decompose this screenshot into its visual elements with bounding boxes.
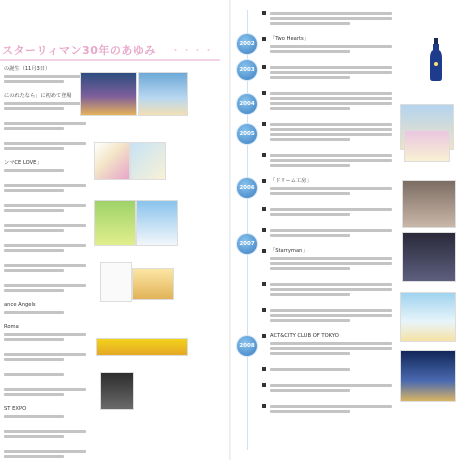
text-line	[270, 102, 392, 105]
left-entry	[4, 160, 90, 174]
left-entry	[4, 448, 90, 460]
photo-train	[96, 338, 188, 356]
left-entry-text: ンマCE LOVE」	[4, 160, 42, 166]
photo-wall-art	[132, 268, 174, 300]
right-entry	[270, 248, 398, 272]
text-line	[270, 229, 392, 232]
entry-bullet	[262, 153, 266, 157]
text-line	[4, 249, 64, 252]
text-line	[4, 393, 64, 396]
text-line	[270, 45, 392, 48]
right-entry-text: 「Two Hearts」	[270, 36, 309, 42]
photo-document	[100, 262, 132, 302]
photo-cd-cover-right	[130, 142, 166, 180]
text-line	[4, 455, 64, 458]
text-line	[4, 430, 86, 433]
text-line	[270, 154, 392, 157]
right-entry	[270, 281, 398, 298]
text-line	[4, 264, 86, 267]
text-line	[270, 288, 392, 291]
photo-illustration-frame	[138, 72, 188, 116]
left-entry-text: にのれたなら」に初めて登場	[4, 93, 72, 99]
right-entry	[270, 178, 398, 197]
entry-bullet	[262, 308, 266, 312]
right-entry	[270, 382, 398, 394]
left-entry-text: ST EXPO	[4, 406, 27, 412]
photo-night-scene	[80, 72, 137, 116]
entry-bullet	[262, 228, 266, 232]
left-entry	[4, 428, 90, 440]
right-entry-text: ACT&CITY CLUB OF TOKYO	[270, 333, 339, 339]
text-line	[4, 209, 64, 212]
right-entry	[270, 64, 398, 81]
right-entry	[270, 10, 398, 27]
text-line	[270, 76, 350, 79]
timeline-title-bar	[0, 40, 220, 60]
text-line	[270, 92, 392, 95]
text-line	[270, 389, 350, 392]
photo-blue-poster	[136, 200, 178, 246]
text-line	[4, 169, 64, 172]
left-entry-text: の誕生（11月3日）	[4, 66, 51, 72]
right-entry	[270, 152, 398, 169]
right-entry	[270, 90, 398, 112]
photo-cd-cover-left	[94, 142, 130, 180]
entry-bullet	[262, 367, 266, 371]
entry-bullet	[262, 122, 266, 126]
text-line	[4, 284, 86, 287]
text-line	[4, 289, 64, 292]
text-line	[270, 283, 392, 286]
left-entry	[4, 66, 90, 85]
text-line	[4, 229, 64, 232]
title-underline	[0, 59, 220, 61]
left-entry	[4, 222, 90, 234]
text-line	[270, 164, 350, 167]
text-line	[270, 128, 392, 131]
left-entry	[4, 324, 90, 343]
text-line	[4, 373, 64, 376]
text-line	[4, 75, 86, 78]
left-entry-text: Roma	[4, 324, 19, 330]
entry-bullet	[262, 91, 266, 95]
text-line	[4, 358, 64, 361]
text-line	[270, 133, 392, 136]
text-line	[270, 138, 350, 141]
text-line	[270, 66, 392, 69]
text-line	[270, 107, 350, 110]
text-line	[270, 293, 350, 296]
year-badge: 2002	[237, 34, 257, 54]
year-badge: 2006	[237, 178, 257, 198]
text-line	[4, 450, 86, 453]
text-line	[270, 22, 350, 25]
text-line	[4, 353, 86, 356]
left-entry-text: ance Angels	[4, 302, 36, 308]
left-entry	[4, 302, 90, 316]
left-entry	[4, 262, 90, 274]
text-line	[4, 142, 86, 145]
entry-bullet	[262, 11, 266, 15]
right-entry	[270, 307, 398, 324]
text-line	[270, 352, 350, 355]
right-entry	[270, 366, 398, 373]
left-entry	[4, 202, 90, 214]
text-line	[270, 257, 392, 260]
text-line	[270, 267, 350, 270]
text-line	[270, 17, 392, 20]
entry-bullet	[262, 37, 266, 41]
text-line	[270, 159, 392, 162]
right-entry	[270, 36, 398, 55]
right-entry	[270, 227, 398, 239]
text-line	[270, 192, 350, 195]
photo-green-poster	[94, 200, 136, 246]
text-line	[4, 244, 86, 247]
text-line	[270, 71, 392, 74]
left-entry	[4, 182, 90, 194]
right-entry	[270, 333, 398, 357]
text-line	[4, 122, 86, 125]
text-line	[4, 435, 64, 438]
text-line	[270, 187, 392, 190]
text-line	[4, 338, 64, 341]
text-line	[270, 50, 350, 53]
year-badge: 2005	[237, 124, 257, 144]
left-entry	[4, 371, 90, 378]
text-line	[270, 97, 392, 100]
left-entry	[4, 282, 90, 294]
text-line	[270, 342, 392, 345]
year-badge: 2007	[237, 234, 257, 254]
photo-event-people	[402, 180, 456, 228]
title-dots: ・・・・	[170, 44, 214, 57]
entry-bullet	[262, 383, 266, 387]
entry-bullet	[262, 334, 266, 338]
text-line	[270, 262, 392, 265]
entry-bullet	[262, 282, 266, 286]
text-line	[270, 384, 392, 387]
left-entry	[4, 242, 90, 254]
text-line	[4, 333, 86, 336]
text-line	[4, 189, 64, 192]
left-entry	[4, 93, 90, 112]
left-entry	[4, 351, 90, 363]
text-line	[270, 12, 392, 15]
text-line	[4, 204, 86, 207]
left-entry	[4, 140, 90, 152]
left-entry	[4, 120, 90, 132]
year-badge: 2004	[237, 94, 257, 114]
text-line	[270, 123, 392, 126]
year-badge: 2003	[237, 60, 257, 80]
text-line	[4, 388, 86, 391]
text-line	[4, 102, 86, 105]
photo-night-city-art	[400, 350, 456, 402]
text-line	[4, 311, 64, 314]
year-badge: 2008	[237, 336, 257, 356]
text-line	[270, 405, 392, 408]
right-entry	[270, 403, 398, 415]
text-line	[4, 415, 64, 418]
text-line	[4, 269, 64, 272]
photo-coastal-art	[400, 292, 456, 342]
text-line	[270, 319, 350, 322]
photo-person	[100, 372, 134, 410]
photo-presentation	[402, 232, 456, 282]
right-entry-text: 「Starryman」	[270, 248, 308, 254]
entry-bullet	[262, 65, 266, 69]
text-line	[4, 80, 64, 83]
text-line	[4, 107, 64, 110]
bottle-icon	[428, 38, 444, 82]
photo-brochure-stack	[404, 130, 450, 162]
text-line	[4, 184, 86, 187]
text-line	[4, 224, 86, 227]
entry-bullet	[262, 179, 266, 183]
text-line	[270, 309, 392, 312]
entry-bullet	[262, 207, 266, 211]
left-entry	[4, 406, 90, 420]
text-line	[270, 347, 392, 350]
right-entry	[270, 206, 398, 218]
text-line	[4, 127, 64, 130]
left-entry	[4, 386, 90, 398]
right-entry-text: 「ドリーム工房」	[270, 178, 312, 184]
page-gutter	[229, 0, 231, 460]
entry-bullet	[262, 249, 266, 253]
entry-bullet	[262, 404, 266, 408]
text-line	[270, 213, 350, 216]
timeline-title: スターリィマン30年のあゆみ	[2, 44, 156, 57]
text-line	[270, 314, 392, 317]
text-line	[4, 147, 64, 150]
text-line	[270, 368, 350, 371]
text-line	[270, 410, 350, 413]
text-line	[270, 234, 350, 237]
right-entry	[270, 121, 398, 143]
text-line	[270, 208, 392, 211]
